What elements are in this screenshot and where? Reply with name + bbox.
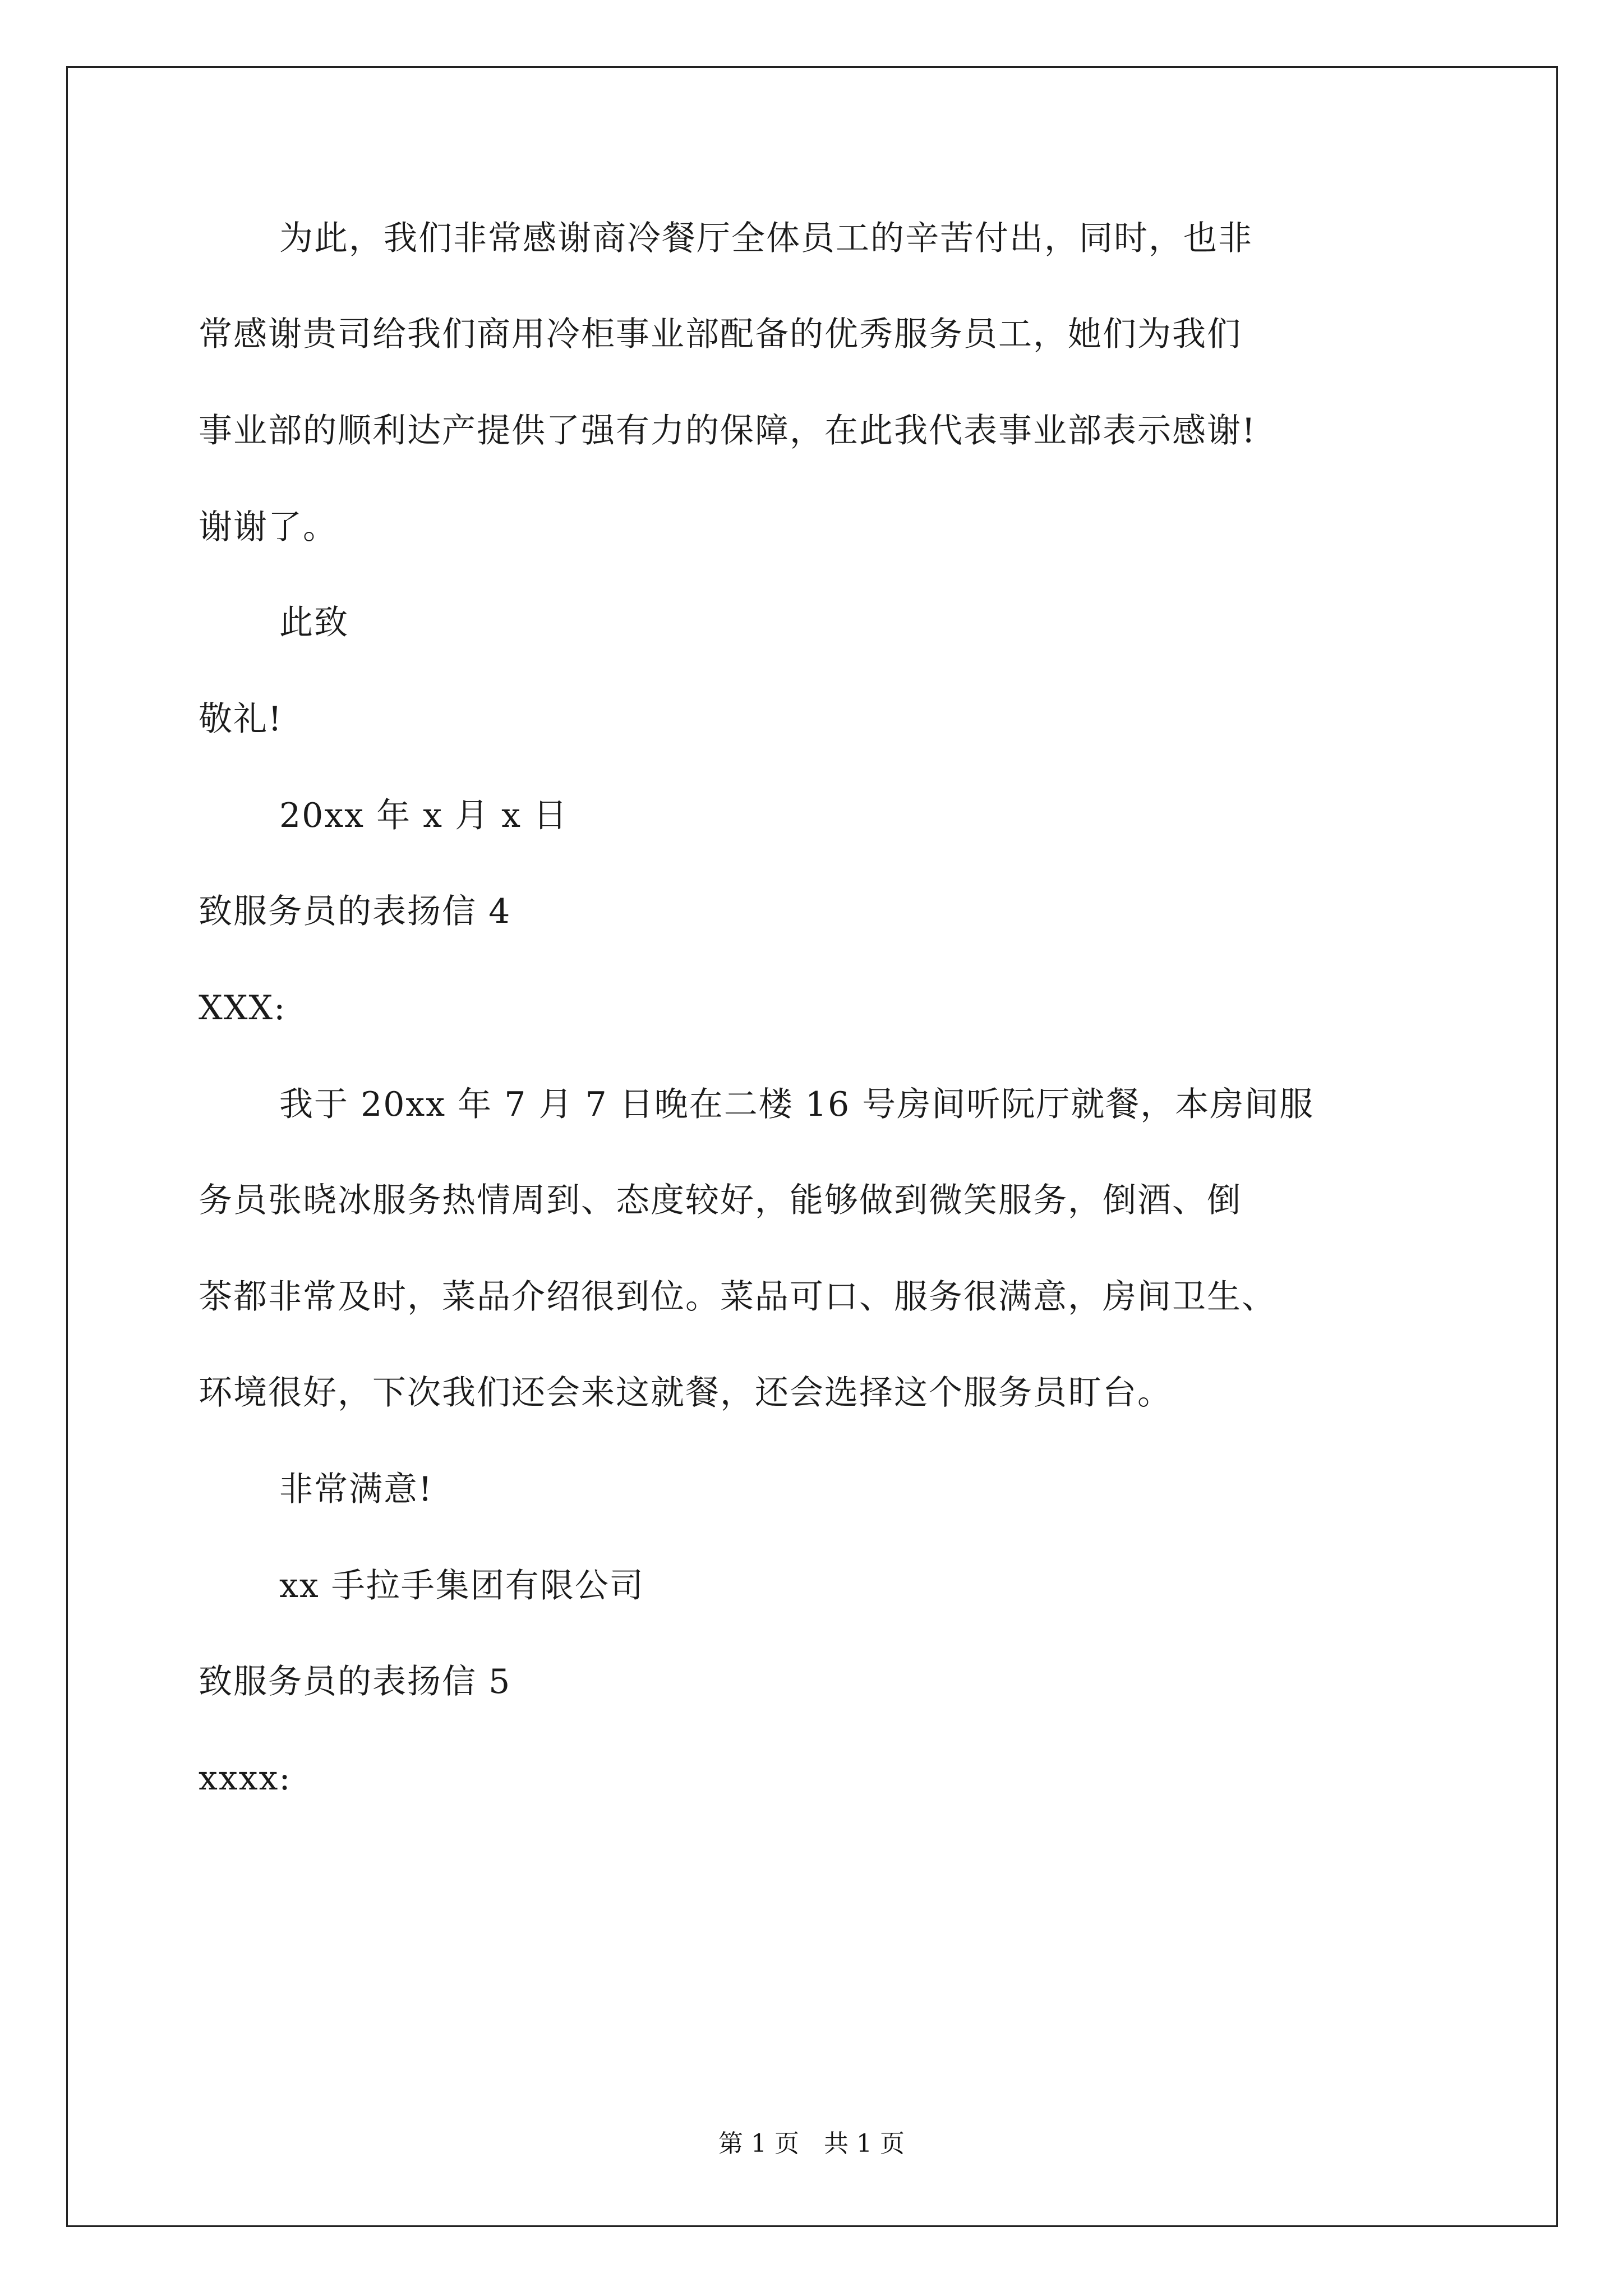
company-name: xx 手拉手集团有限公司: [279, 1566, 644, 1605]
paragraph-thanks-line-1: 为此，我们非常感谢商冷餐厅全体员工的辛苦付出，同时，也非: [279, 219, 1253, 258]
paragraph-dining-line-2: 务员张晓冰服务热情周到、态度较好，能够做到微笑服务，倒酒、倒: [199, 1181, 1242, 1220]
paragraph-dining-line-1: 我于 20xx 年 7 月 7 日晚在二楼 16 号房间听阮厅就餐，本房间服: [279, 1085, 1315, 1124]
closing-text: 此致: [279, 603, 349, 642]
satisfied-text: 非常满意!: [279, 1470, 434, 1509]
paragraph-thanks-line-2: 常感谢贵司给我们商用冷柜事业部配备的优秀服务员工，她们为我们: [199, 315, 1242, 354]
letter-5-addressee: xxxx:: [199, 1759, 292, 1798]
letter-date: 20xx 年 x 月 x 日: [279, 796, 569, 835]
letter-4-heading: 致服务员的表扬信 4: [199, 892, 511, 931]
paragraph-dining-line-3: 茶都非常及时，菜品介绍很到位。菜品可口、服务很满意，房间卫生、: [199, 1277, 1276, 1317]
page-footer: 第 1 页 共 1 页: [718, 2129, 905, 2158]
letter-5-heading: 致服务员的表扬信 5: [199, 1662, 511, 1701]
letter-4-addressee: XXX:: [199, 988, 287, 1028]
page-border: [66, 66, 1558, 2227]
paragraph-thanks-line-3: 事业部的顺利达产提供了强有力的保障，在此我代表事业部表示感谢!: [199, 411, 1257, 450]
paragraph-dining-line-4: 环境很好，下次我们还会来这就餐，还会选择这个服务员盯台。: [199, 1373, 1172, 1412]
salutation-text: 敬礼!: [199, 700, 283, 739]
paragraph-thanks-line-4: 谢谢了。: [199, 508, 338, 547]
